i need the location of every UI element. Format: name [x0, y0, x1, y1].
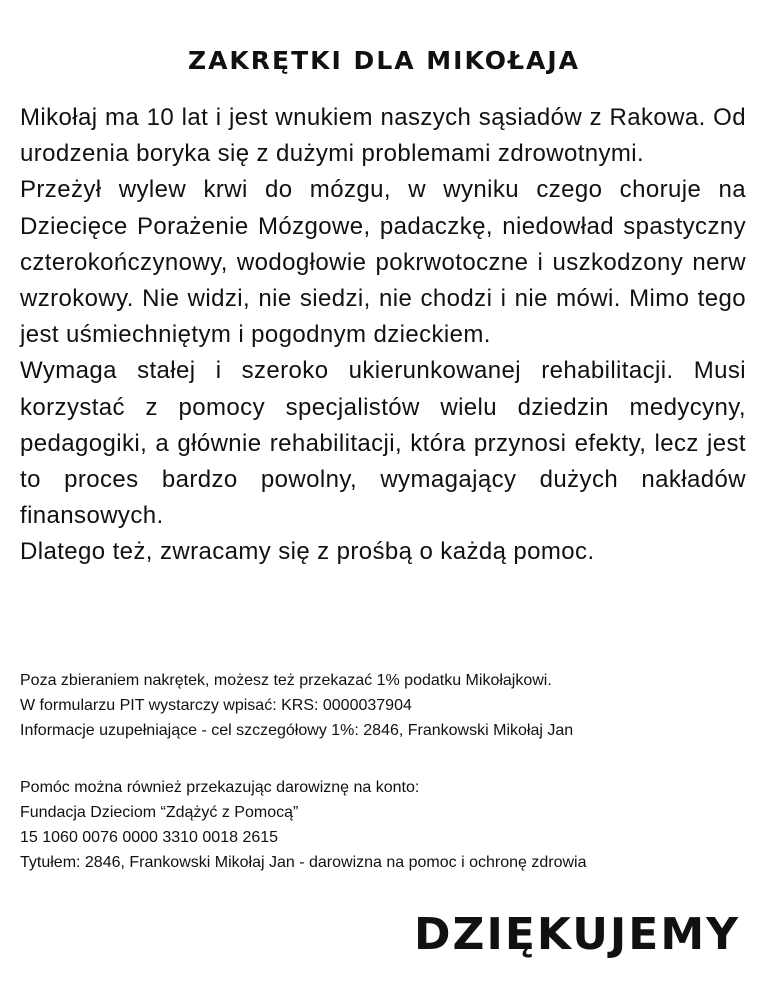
story-paragraph: Wymaga stałej i szeroko ukierunkowanej rehabilitacji. Musi korzystać z pomocy specjalistów wielu dziedzin medycyny, pedagogiki, a głównie rehabilitacji, która przynosi efekty, lecz jest to proces bardzo powolny, wymagający dużych nakładów finansowych. [20, 357, 746, 530]
story-text [20, 100, 746, 571]
tax-info-line: W formularzu PIT wystarczy wpisać: KRS: 0000037904 [20, 697, 412, 714]
tax-info-line: Poza zbieraniem nakrętek, możesz też przekazać 1% podatku Mikołajkowi. [20, 672, 552, 689]
poster-title: ZAKRĘTKI DLA MIKOŁAJA [187, 46, 581, 75]
story-paragraph: Mikołaj ma 10 lat i jest wnukiem naszych sąsiadów z Rakowa. Od urodzenia boryka się z dużymi problemami zdrowotnymi. [20, 104, 746, 168]
tax-info [20, 668, 750, 743]
story-paragraph: Dlatego też, zwracamy się z prośbą o każdą pomoc. [20, 538, 595, 566]
donation-info-line: Fundacja Dzieciom “Zdążyć z Pomocą” [20, 804, 299, 821]
donation-info-line: Tytułem: 2846, Frankowski Mikołaj Jan - darowizna na pomoc i ochronę zdrowia [20, 854, 587, 871]
thanks-heading: DZIĘKUJEMY [414, 909, 740, 960]
tax-info-line: Informacje uzupełniające - cel szczegółowy 1%: 2846, Frankowski Mikołaj Jan [20, 722, 574, 739]
donation-info-line: 15 1060 0076 0000 3310 0018 2615 [20, 829, 279, 846]
donation-info-line: Pomóc można również przekazując darowiznę na konto: [20, 779, 420, 796]
donation-info [20, 775, 750, 875]
story-paragraph: Przeżył wylew krwi do mózgu, w wyniku czego choruje na Dziecięce Porażenie Mózgowe, padaczkę, niedowład spastyczny czterokończynowy, wodogłowie pokrwotoczne i uszkodzony nerw wzrokowy. Nie widzi, nie siedzi, nie chodzi i nie mówi. Mimo tego jest uśmiechniętym i pogodnym dzieckiem. [20, 176, 746, 349]
